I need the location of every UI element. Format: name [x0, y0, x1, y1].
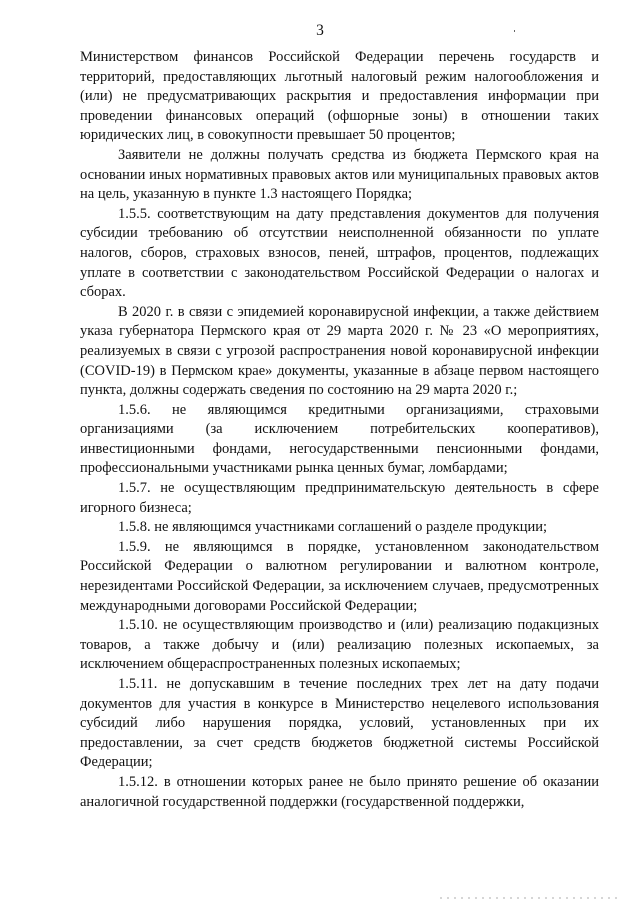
paragraph-budget-funds: Заявители не должны получать средства из бюджета Пермского края на основании иных нормативных правовых актов или муниципальных правовых актов на цель, указанную в пункте 1.3 настоящего Порядка;: [80, 146, 599, 203]
scan-artifact: [440, 897, 620, 899]
paragraph-1-5-7: 1.5.7. не осуществляющим предпринимательскую деятельность в сфере игорного бизнеса;: [80, 480, 599, 516]
paragraph-1-5-11: 1.5.11. не допускавшим в течение последних трех лет на дату подачи документов для участия в конкурсе в Министерство нецелевого использования субсидий либо нарушения порядка, условий, установленных при их предоставлении, за счет средств бюджетов бюджетной системы Российской Федерации;: [80, 676, 599, 771]
paragraph-covid-2020: В 2020 г. в связи с эпидемией коронавирусной инфекции, а также действием указа губернатора Пермского края от 29 марта 2020 г. № 23 «О мероприятиях, реализуемых в связи с угрозой распространения новой коронавирусной инфекции (COVID-19) в Пермском крае» документы, указанные в абзаце первом настоящего пункта, должны содержать сведения по состоянию на 29 марта 2020 г.;: [80, 303, 599, 399]
scan-mark: [514, 30, 515, 32]
paragraph-1-5-10: 1.5.10. не осуществляющим производство и (или) реализацию подакцизных товаров, а также добычу и (или) реализацию полезных ископаемых, за исключением общераспространенных полезных ископаемых;: [80, 617, 599, 673]
page-number: 3: [316, 22, 324, 39]
paragraph-1-5-5: 1.5.5. соответствующим на дату представления документов для получения субсидии требованию об отсутствии неисполненной обязанности по уплате налогов, сборов, страховых взносов, пеней, штрафов, процентов, подлежащих уплате в соответствии с законодательством Российской Федерации о налогах и сборах.: [80, 205, 599, 301]
paragraph-1-5-9: 1.5.9. не являющимся в порядке, установленном законодательством Российской Федерации о валютном регулировании и валютном контроле, нерезидентами Российской Федерации, за исключением случаев, предусмотренных международными договорами Российской Федерации;: [80, 538, 599, 614]
paragraph-1-5-12: 1.5.12. в отношении которых ранее не было принято решение об оказании аналогичной государственной поддержки (государственной поддержки,: [80, 773, 599, 810]
paragraph-1-5-8: 1.5.8. не являющимся участниками соглашений о разделе продукции;: [118, 519, 548, 536]
paragraph-1-5-6: 1.5.6. не являющимся кредитными организациями, страховыми организациями (за исключением потребительских кооперативов), инвестиционными фондами, негосударственными пенсионными фондами, профессиональными участниками рынка ценных бумаг, ломбардами;: [80, 401, 599, 477]
paragraph-offshore-continuation: Министерством финансов Российской Федерации перечень государств и территорий, предоставляющих льготный налоговый режим налогообложения и (или) не предусматривающих раскрытия и предоставления информации при проведении финансовых операций (офшорные зоны) в отношении таких юридических лиц, в совокупности превышает 50 процентов;: [80, 49, 599, 144]
document-body: [80, 48, 599, 812]
